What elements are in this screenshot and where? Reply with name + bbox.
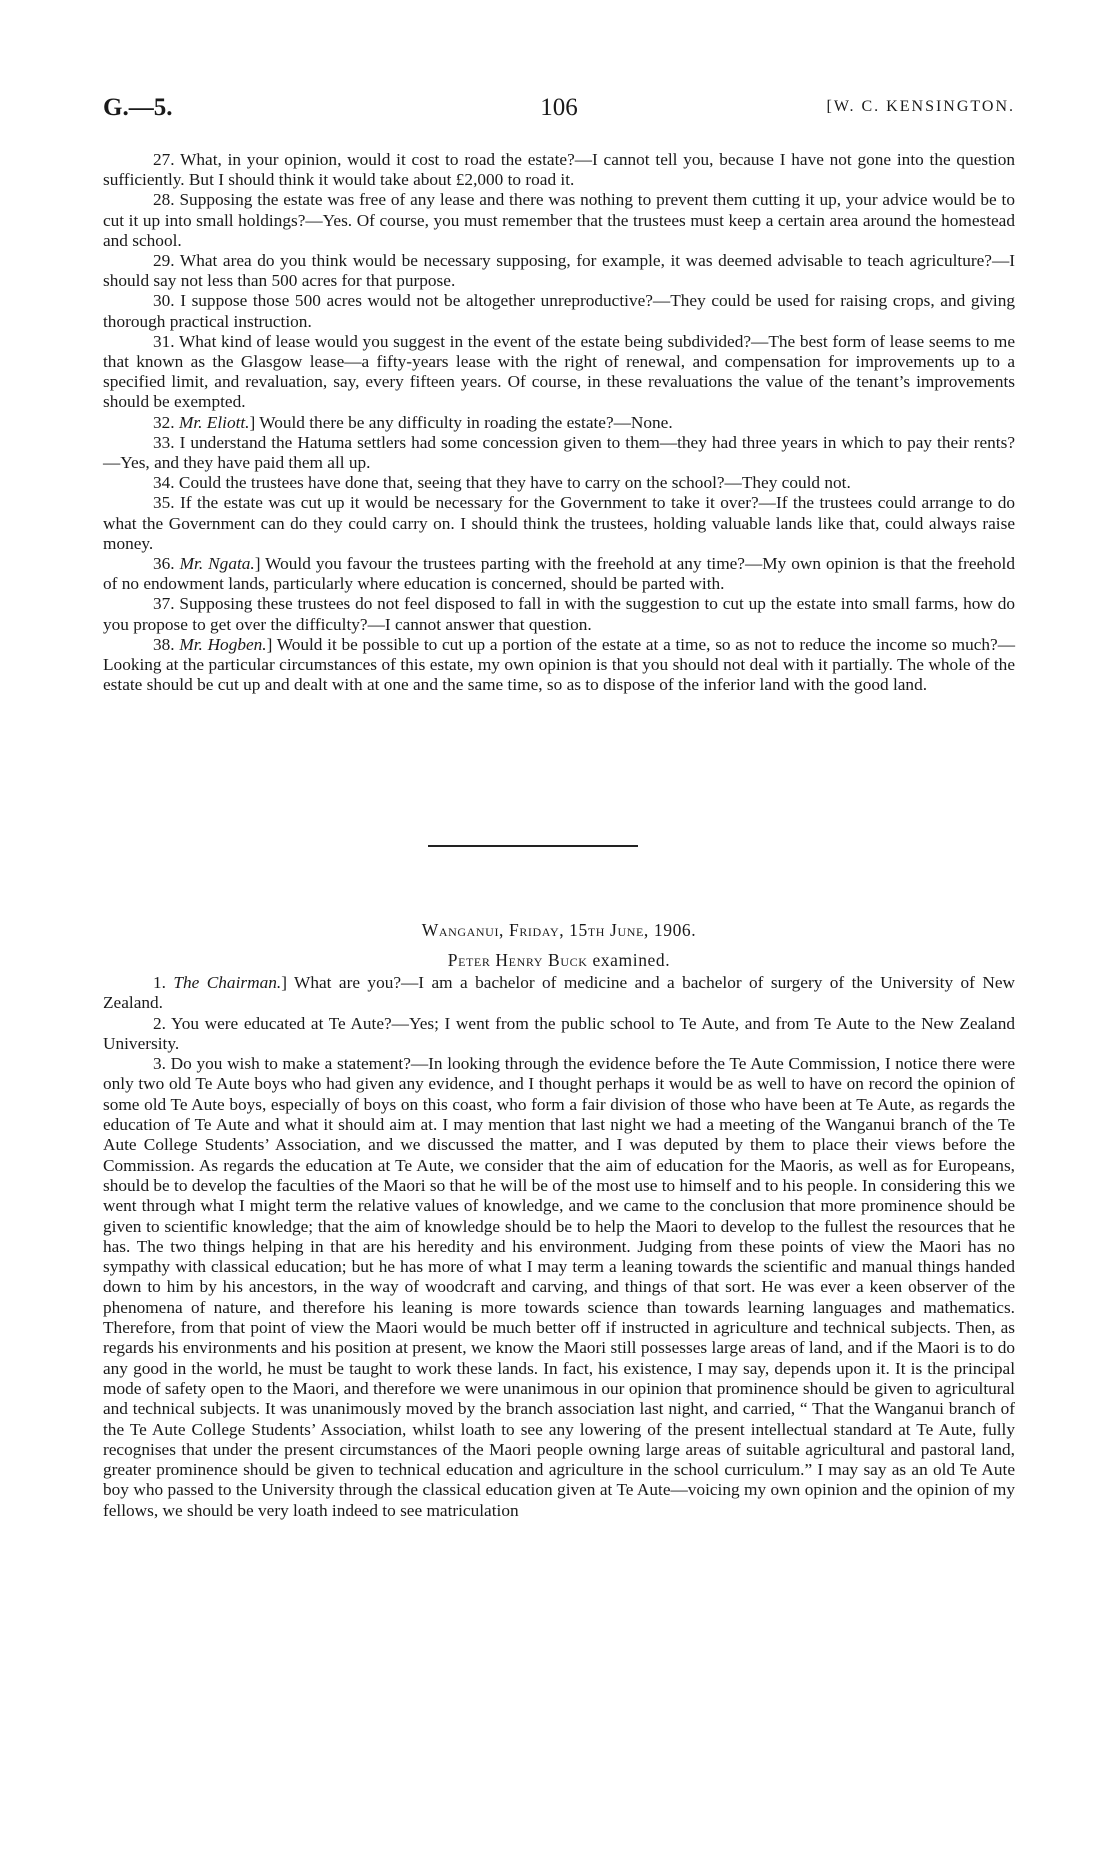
- statement-paragraph: 3. Do you wish to make a statement?—In looking through the evidence before the Te Aute Commission, I notice there were only two old Te Aute boys who had given any evidence, and I thought perhaps it would be as well to have on record the opinion of some old Te Aute boys, especially of boys on this coast, who form a fair division of those who have been at Te Aute, as regards the education of Te Aute and what it should aim at. I may mention that last night we had a meeting of the Wanganui branch of the Te Aute College Students’ Association, and we discussed the matter, and I was deputed by them to place their views before the Commission. As regards the education at Te Aute, we consider that the aim of education for the Maoris, as well as for Europeans, should be to develop the faculties of the Maori so that he will be of the most use to himself and to his people. In considering this we went through what I might term the relative values of knowledge, and we came to the conclusion that more prominence should be given to scientific knowledge; that the aim of knowledge should be to help the Maori to develop to the fullest the resources that he has. The two things helping in that are his heredity and his environment. Judging from these points of view the Maori has no sympathy with classical education; but he has more of what I may term a leaning towards the scientific and manual things handed down to him by his ancestors, in the way of woodcraft and carving, and things of that sort. He was ever a keen observer of the phenomena of nature, and therefore his leaning is more towards science than towards learning languages and mathematics. Therefore, from that point of view the Maori would be much better off if instructed in agriculture and technical subjects. Then, as regards his environments and his position at present, we know the Maori still possesses large areas of land, and if the Maori is to do any good in the world, he must be taught to work these lands. In fact, his existence, I may say, depends upon it. It is the principal mode of safety open to the Maori, and therefore we were unanimous in our opinion that prominence should be given to agricultural and technical subjects. It was unanimously moved by the branch association last night, and carried, “ That the Wanganui branch of the Te Aute College Students’ Association, whilst loath to see any lowering of the present intellectual standard at Te Aute, fully recognises that under the present circumstances of the Maori people owning large areas of suitable agricultural and pastoral land, greater prominence should be given to technical education and agriculture in the school curriculum.” I may say as an old Te Aute boy who passed to the University through the classical education given at Te Aute—voicing my own opinion and the opinion of my fellows, we should be very loath indeed to see matriculation: [103, 1054, 1015, 1520]
- page-number: 106: [540, 94, 578, 121]
- question-text: ] Would it be possible to cut up a portion of the estate at a time, so as not to reduce the income so much?—Looking at the particular circumstances of this estate, my own opinion is that you should not deal with it partially. The whole of the estate should be cut up and dealt with at one and the same time, so as to dispose of the inferior land with the good land.: [103, 634, 1015, 695]
- questioner-name: The Chairman.: [173, 973, 282, 992]
- question-paragraph: 34. Could the trustees have done that, seeing that they have to carry on the school?—They could not.: [153, 473, 851, 493]
- question-paragraph: 2. You were educated at Te Aute?—Yes; I went from the public school to Te Aute, and from Te Aute to the New Zealand University.: [103, 1013, 1015, 1053]
- question-number: 36.: [153, 554, 175, 574]
- witness-name: Peter Henry Buck: [447, 950, 588, 970]
- question-paragraph: 28. Supposing the estate was free of any lease and there was nothing to prevent them cutting it up, your advice would be to cut it up into small holdings?—Yes. Of course, you must remember that the trustees must keep a certain area around the homestead and school.: [103, 190, 1015, 250]
- witness-heading: [103, 950, 1015, 971]
- question-paragraph: [103, 554, 1015, 594]
- question-number: 38.: [153, 634, 175, 654]
- evidence-section-1: [103, 150, 1015, 695]
- questioner-name: Mr. Eliott.: [178, 412, 250, 432]
- questioner-name: Mr. Ngata.: [179, 554, 255, 574]
- witness-running-head: [W. C. KENSINGTON.: [826, 98, 1015, 115]
- session-dateline: Wanganui, Friday, 15th June, 1906.: [421, 920, 697, 940]
- question-number: 1.: [153, 973, 166, 992]
- question-paragraph: 37. Supposing these trustees do not feel disposed to fall in with the suggestion to cut up the estate into small farms, how do you propose to get over the difficulty?—I cannot answer that question.: [103, 594, 1015, 634]
- question-text: ] Would you favour the trustees parting with the freehold at any time?—My own opinion is that the freehold of no endowment lands, particularly where education is concerned, should be parted with.: [103, 554, 1015, 594]
- question-paragraph: 35. If the estate was cut up it would be necessary for the Government to take it over?—If the trustees could arrange to do what the Government can do they could carry on. I should think the trustees, holding valuable lands like that, could always raise money.: [103, 493, 1015, 553]
- question-number: 32.: [153, 412, 175, 432]
- section-divider: [428, 845, 638, 847]
- question-text: ] What are you?—I am a bachelor of medicine and a bachelor of surgery of the University of New Zealand.: [103, 973, 1015, 1013]
- question-paragraph: 27. What, in your opinion, would it cost to road the estate?—I cannot tell you, because I have not gone into the question sufficiently. But I should think it would take about £2,000 to road it.: [103, 150, 1015, 190]
- question-paragraph: [103, 635, 1015, 696]
- question-paragraph: 31. What kind of lease would you suggest in the event of the estate being subdivided?—The best form of lease seems to me that known as the Glasgow lease—a fifty-years lease with the right of renewal, and compensation for improvements up to a specified limit, and revaluation, say, every fifteen years. Of course, in these revaluations the value of the tenant’s improvements should be exempted.: [103, 331, 1015, 412]
- question-text: ] Would there be any difficulty in roading the estate?—None.: [249, 412, 673, 432]
- page-header: [103, 94, 1015, 130]
- evidence-section-2: [103, 973, 1015, 1521]
- witness-status: examined.: [587, 950, 671, 970]
- question-paragraph: 29. What area do you think would be necessary supposing, for example, it was deemed advisable to teach agriculture?—I should say not less than 500 acres for that purpose.: [103, 251, 1015, 291]
- question-paragraph: 30. I suppose those 500 acres would not be altogether unreproductive?—They could be used for raising crops, and giving thorough practical instruction.: [103, 291, 1015, 331]
- question-paragraph: [103, 413, 1015, 433]
- questioner-name: Mr. Hogben.: [179, 634, 267, 654]
- document-reference: G.—5.: [103, 94, 173, 121]
- question-paragraph: [103, 973, 1015, 1014]
- question-paragraph: 33. I understand the Hatuma settlers had some concession given to them—they had three years in which to pay their rents?—Yes, and they have paid them all up.: [103, 432, 1015, 473]
